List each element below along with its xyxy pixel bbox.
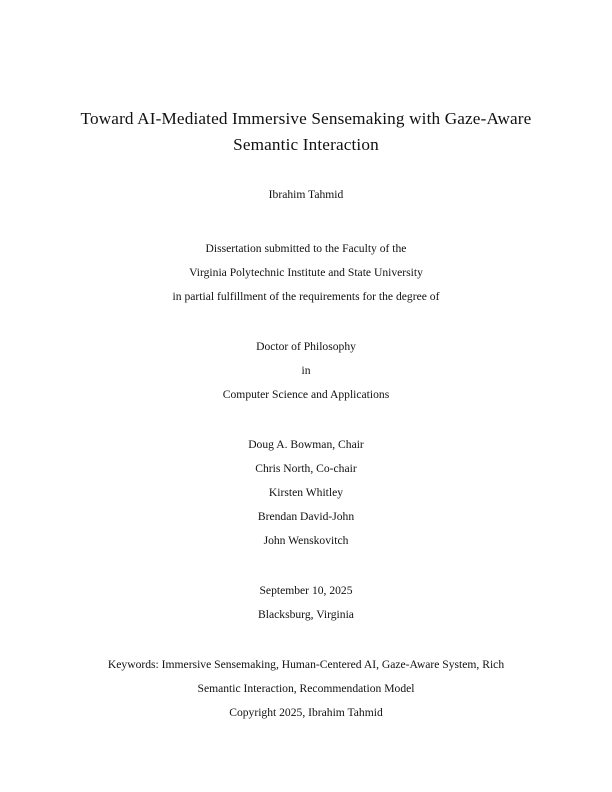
- submission-line-1: Dissertation submitted to the Faculty of the: [205, 242, 407, 255]
- keywords-and-copyright: [0, 653, 612, 725]
- author-name-block: [0, 187, 612, 203]
- title-line-1: Toward AI-Mediated Immersive Sensemaking with Gaze-Aware: [80, 109, 532, 128]
- committee-member: Chris North, Co-chair: [255, 462, 357, 475]
- degree-name: Doctor of Philosophy: [256, 340, 356, 353]
- defense-location: Blacksburg, Virginia: [258, 608, 354, 621]
- degree-connector: in: [301, 364, 311, 377]
- submission-line-2: Virginia Polytechnic Institute and State University: [189, 266, 423, 279]
- keywords-line-1: Keywords: Immersive Sensemaking, Human-Centered AI, Gaze-Aware System, Rich: [107, 658, 505, 671]
- degree-program: Computer Science and Applications: [222, 388, 390, 401]
- keywords-line-2: Semantic Interaction, Recommendation Model: [197, 682, 415, 695]
- committee-member: Kirsten Whitley: [268, 486, 344, 499]
- committee-member: John Wenskovitch: [263, 534, 349, 547]
- committee-list: [0, 433, 612, 553]
- defense-date-location: [0, 579, 612, 627]
- degree-block: [0, 335, 612, 407]
- committee-member: Doug A. Bowman, Chair: [248, 438, 364, 451]
- document-title: [0, 106, 612, 158]
- committee-member: Brendan David-John: [257, 510, 355, 523]
- author-name: Ibrahim Tahmid: [268, 188, 344, 201]
- copyright-notice: Copyright 2025, Ibrahim Tahmid: [229, 706, 383, 719]
- submission-line-3: in partial fulfillment of the requirements for the degree of: [172, 290, 440, 303]
- submission-statement: [0, 237, 612, 309]
- title-line-2: Semantic Interaction: [233, 135, 379, 154]
- defense-date: September 10, 2025: [259, 584, 353, 597]
